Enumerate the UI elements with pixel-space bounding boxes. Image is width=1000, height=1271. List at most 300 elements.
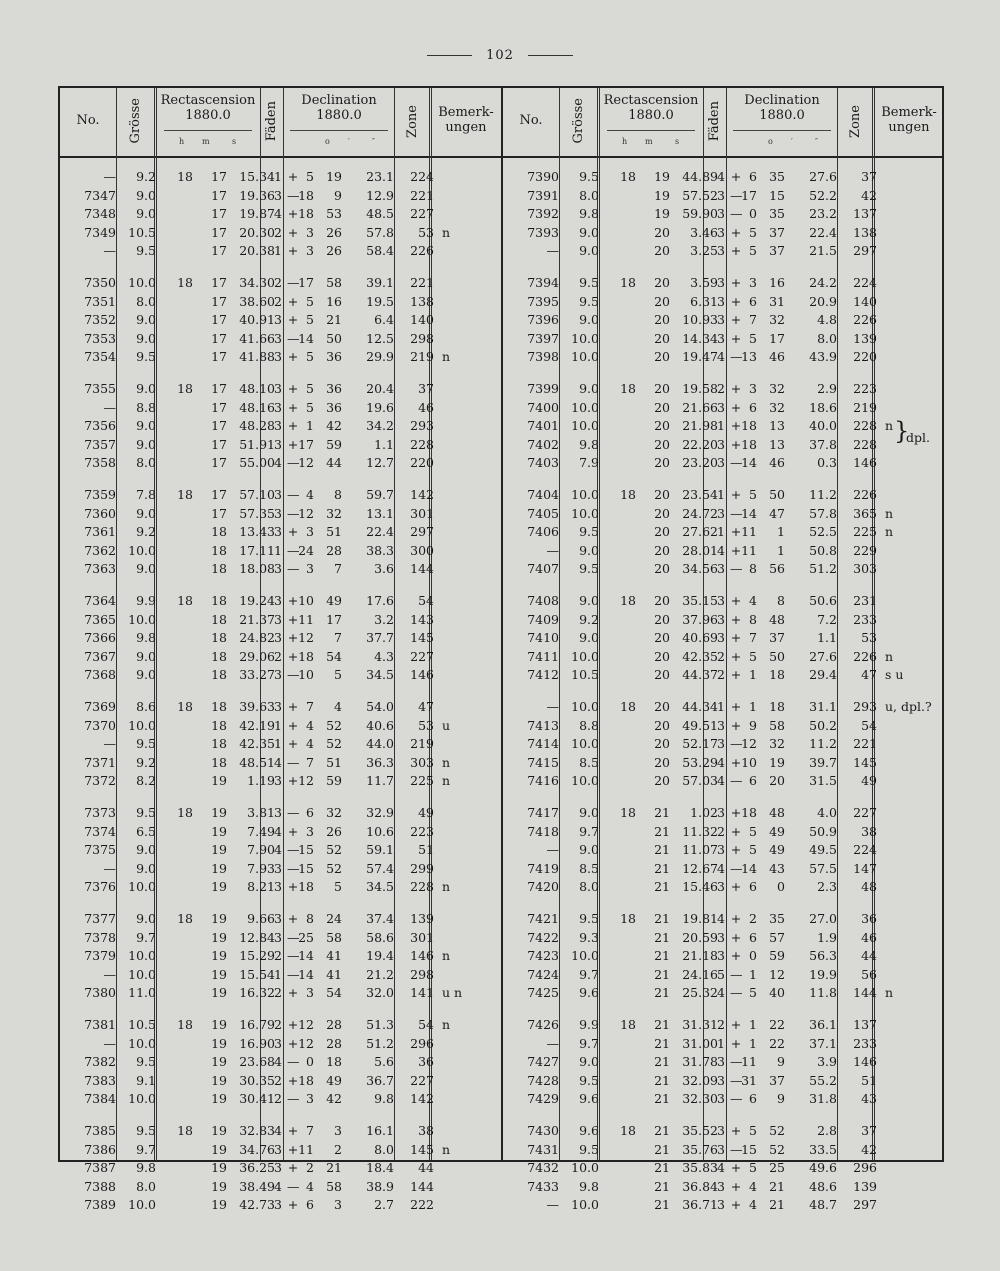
dec-sign: — [730, 206, 743, 222]
dec-minutes: 22 [769, 1017, 785, 1032]
header-groesse [560, 88, 598, 154]
threads-count: 2 [717, 381, 725, 396]
star-number: 7394 [527, 275, 559, 290]
header-zone-label: Zone [847, 104, 863, 138]
threads-count: 3 [717, 399, 725, 415]
dec-seconds: 36.3 [366, 754, 394, 770]
dec-minutes: 19 [769, 754, 785, 770]
ra-seconds: 10.93 [682, 312, 718, 328]
header-ra-rule [607, 130, 695, 131]
dec-seconds: 37.8 [809, 436, 837, 452]
threads-count: 3 [274, 312, 282, 328]
dec-minutes: 49 [326, 593, 342, 608]
ra-hours: 18 [177, 1017, 193, 1032]
table-row [503, 984, 944, 1002]
star-number: 7378 [84, 929, 116, 945]
ra-seconds: 34.56 [682, 561, 718, 577]
star-number: 7431 [527, 1141, 559, 1157]
dec-sign: + [287, 1197, 299, 1213]
dec-minutes: 49 [326, 1072, 342, 1088]
dec-minutes: 35 [769, 911, 785, 926]
dec-seconds: 50.9 [809, 823, 837, 839]
zone-number: 219 [853, 399, 877, 415]
zone-number: 297 [410, 524, 434, 540]
star-number: 7371 [84, 754, 116, 770]
threads-count: 3 [274, 1160, 282, 1176]
zone-number: 146 [410, 667, 434, 683]
magnitude: 9.9 [579, 1017, 599, 1032]
zone-number: 223 [410, 823, 434, 839]
star-number: — [103, 1035, 116, 1051]
header-ra-epoch: 1880.0 [185, 107, 231, 123]
zone-number: 298 [410, 966, 434, 982]
magnitude: 8.5 [579, 860, 599, 876]
dec-seconds: 34.2 [366, 418, 394, 434]
star-number: 7400 [527, 399, 559, 415]
ra-hours: 18 [620, 911, 636, 926]
dec-seconds: 8.0 [374, 1141, 394, 1157]
ra-minutes: 20 [654, 418, 670, 434]
dec-sign: + [287, 349, 299, 365]
page-number-rule-left [427, 55, 472, 56]
threads-count: 3 [274, 399, 282, 415]
table-row [60, 804, 501, 822]
dec-seconds: 39.7 [809, 754, 837, 770]
zone-number: 227 [410, 206, 434, 222]
dec-sign: + [287, 418, 299, 434]
zone-number: 42 [861, 1141, 877, 1157]
ra-seconds: 6.31 [690, 293, 718, 309]
table-row [60, 735, 501, 753]
threads-count: 3 [274, 524, 282, 540]
ra-seconds: 37.96 [682, 611, 718, 627]
magnitude: 10.0 [571, 648, 599, 664]
dec-seconds: 3.6 [374, 561, 394, 577]
dec-minutes: 21 [769, 1197, 785, 1213]
ra-minutes: 21 [654, 911, 670, 926]
threads-count: 3 [717, 948, 725, 964]
ra-minutes: 17 [211, 312, 227, 328]
ra-minutes: 20 [654, 630, 670, 646]
ra-minutes: 19 [211, 823, 227, 839]
dec-minutes: 13 [769, 418, 785, 434]
dec-seconds: 12.7 [366, 455, 394, 471]
star-number: 7349 [84, 224, 116, 240]
dec-degrees: 15 [298, 842, 314, 858]
remark: n [885, 418, 894, 434]
dec-sign: + [730, 1123, 742, 1138]
dec-seconds: 50.8 [809, 542, 837, 558]
dec-minutes: 25 [769, 1160, 785, 1176]
zone-number: 226 [853, 648, 877, 664]
ra-seconds: 3.81 [247, 805, 275, 820]
dec-degrees: 3 [749, 381, 757, 396]
dec-sign: — [287, 929, 300, 945]
ra-seconds: 23.54 [682, 487, 718, 502]
zone-number: 38 [861, 823, 877, 839]
dec-minutes: 32 [769, 399, 785, 415]
dec-degrees: 2 [749, 911, 757, 926]
dec-minutes: 52 [769, 1123, 785, 1138]
table-row [60, 224, 501, 242]
remark: n [442, 773, 451, 789]
magnitude: 10.0 [128, 879, 156, 895]
magnitude: 9.0 [136, 648, 156, 664]
magnitude: 9.8 [579, 206, 599, 222]
threads-count: 3 [717, 243, 725, 259]
ra-seconds: 59.90 [682, 206, 718, 222]
table-row [60, 1196, 501, 1214]
table-row [60, 436, 501, 454]
threads-count: 1 [717, 418, 725, 434]
dec-seconds: 11.2 [809, 487, 837, 502]
dec-degrees: 4 [306, 717, 314, 733]
dec-degrees: 18 [741, 436, 757, 452]
threads-count: 3 [717, 1054, 725, 1070]
dec-minutes: 35 [769, 169, 785, 184]
header-zone [838, 88, 874, 154]
dec-sign: + [287, 399, 299, 415]
zone-number: 137 [853, 206, 877, 222]
magnitude: 8.0 [136, 455, 156, 471]
magnitude: 9.2 [579, 611, 599, 627]
dec-sign: + [730, 293, 742, 309]
dec-degrees: 14 [741, 455, 757, 471]
star-number: 7420 [527, 879, 559, 895]
table-row [503, 735, 944, 753]
threads-count: 1 [274, 717, 282, 733]
table-row [60, 242, 501, 260]
dec-minutes: 58 [326, 929, 342, 945]
ra-minutes: 19 [211, 1197, 227, 1213]
dec-degrees: 5 [749, 648, 757, 664]
threads-count: 4 [717, 754, 725, 770]
threads-count: 2 [717, 667, 725, 683]
dec-seconds: 4.3 [374, 648, 394, 664]
ra-seconds: 32.83 [239, 1123, 275, 1138]
ra-seconds: 42.35 [239, 736, 275, 752]
threads-count: 3 [717, 505, 725, 521]
ra-minutes: 20 [654, 667, 670, 683]
dec-seconds: 37.7 [366, 630, 394, 646]
zone-number: 293 [410, 418, 434, 434]
dec-degrees: 8 [749, 561, 757, 577]
magnitude: 10.0 [571, 948, 599, 964]
table-row [60, 311, 501, 329]
zone-number: 54 [418, 593, 434, 608]
dec-sign: + [730, 1178, 742, 1194]
threads-count: 2 [274, 948, 282, 964]
ra-seconds: 15.54 [239, 966, 275, 982]
ra-minutes: 19 [211, 1123, 227, 1138]
magnitude: 7.8 [136, 487, 156, 502]
dec-minutes: 43 [769, 860, 785, 876]
dec-seconds: 48.6 [809, 1178, 837, 1194]
magnitude: 9.5 [136, 1054, 156, 1070]
zone-number: 142 [410, 487, 434, 502]
table-row [503, 823, 944, 841]
threads-count: 3 [274, 349, 282, 365]
dec-seconds: 0.3 [817, 455, 837, 471]
star-number: 7428 [527, 1072, 559, 1088]
star-number: 7405 [527, 505, 559, 521]
zone-number: 139 [853, 1178, 877, 1194]
zone-number: 233 [853, 1035, 877, 1051]
dec-degrees: 31 [741, 1072, 757, 1088]
table-row [503, 629, 944, 647]
star-number: 7388 [84, 1178, 116, 1194]
zone-number: 145 [853, 754, 877, 770]
threads-count: 4 [717, 169, 725, 184]
dec-sign: + [287, 243, 299, 259]
dec-minutes: 22 [769, 1035, 785, 1051]
dec-minutes: 50 [769, 487, 785, 502]
ra-seconds: 44.34 [682, 699, 718, 714]
table-row [60, 348, 501, 366]
table-row [60, 772, 501, 790]
ra-seconds: 7.49 [247, 823, 275, 839]
table-row [60, 205, 501, 223]
dec-degrees: 1 [749, 1035, 757, 1051]
dec-seconds: 33.5 [809, 1141, 837, 1157]
ra-minutes: 17 [211, 418, 227, 434]
dec-minutes: 57 [769, 929, 785, 945]
table-row [503, 772, 944, 790]
zone-number: 227 [410, 1072, 434, 1088]
threads-count: 4 [717, 860, 725, 876]
magnitude: 8.0 [579, 187, 599, 203]
threads-count: 4 [717, 542, 725, 558]
ra-seconds: 40.91 [239, 312, 275, 328]
dec-seconds: 23.2 [809, 206, 837, 222]
table-row [60, 666, 501, 684]
page-number-rule-right [528, 55, 573, 56]
dec-degrees: 1 [749, 667, 757, 683]
magnitude: 9.3 [579, 929, 599, 945]
star-number: — [546, 842, 559, 858]
threads-count: 4 [717, 1160, 725, 1176]
threads-count: 4 [274, 1054, 282, 1070]
table-row [503, 1016, 944, 1034]
zone-number: 225 [853, 524, 877, 540]
dec-degrees: 2 [306, 1160, 314, 1176]
table-row [503, 1159, 944, 1177]
magnitude: 10.0 [571, 418, 599, 434]
dec-degrees: 14 [298, 330, 314, 346]
zone-number: 139 [410, 911, 434, 926]
magnitude: 9.7 [136, 929, 156, 945]
table-row [60, 717, 501, 735]
ra-minutes: 20 [654, 312, 670, 328]
dec-minutes: 17 [769, 330, 785, 346]
star-number: 7423 [527, 948, 559, 964]
dec-degrees: 6 [749, 399, 757, 415]
dec-seconds: 34.5 [366, 879, 394, 895]
ra-seconds: 21.37 [239, 611, 275, 627]
zone-number: 221 [853, 736, 877, 752]
dec-degrees: 10 [298, 593, 314, 608]
threads-count: 3 [274, 1197, 282, 1213]
table-row [60, 486, 501, 504]
ra-seconds: 57.10 [239, 487, 275, 502]
ra-hours: 18 [620, 1017, 636, 1032]
zone-number: 220 [410, 455, 434, 471]
dec-seconds: 4.0 [817, 805, 837, 820]
table-row [60, 1090, 501, 1108]
zone-number: 140 [410, 312, 434, 328]
magnitude: 9.0 [579, 842, 599, 858]
table-header [503, 88, 944, 158]
magnitude: 10.0 [128, 542, 156, 558]
dec-minutes: 9 [777, 1091, 785, 1107]
dec-degrees: 6 [749, 879, 757, 895]
threads-count: 3 [717, 293, 725, 309]
dec-sign: + [287, 823, 299, 839]
star-number: 7384 [84, 1091, 116, 1107]
ra-minutes: 20 [654, 243, 670, 259]
zone-number: 46 [861, 929, 877, 945]
zone-number: 38 [418, 1123, 434, 1138]
dec-degrees: 5 [306, 349, 314, 365]
dec-sign: + [730, 805, 742, 820]
magnitude: 9.0 [579, 243, 599, 259]
magnitude: 9.5 [579, 1072, 599, 1088]
header-no: No. [519, 112, 543, 128]
ra-seconds: 48.16 [239, 399, 275, 415]
star-number: 7422 [527, 929, 559, 945]
ra-seconds: 42.35 [682, 648, 718, 664]
ra-seconds: 23.20 [682, 455, 718, 471]
star-number: 7375 [84, 842, 116, 858]
dec-seconds: 31.8 [809, 1091, 837, 1107]
dec-minutes: 58 [326, 1178, 342, 1194]
dec-degrees: 5 [306, 381, 314, 396]
threads-count: 3 [274, 330, 282, 346]
header-bemerkungen [875, 88, 943, 154]
dec-minutes: 26 [326, 224, 342, 240]
table-row [503, 947, 944, 965]
page-number-text: 102 [486, 48, 514, 63]
table-row [60, 648, 501, 666]
zone-number: 219 [410, 349, 434, 365]
header-dec [727, 88, 837, 124]
dec-minutes: 52 [326, 736, 342, 752]
zone-number: 145 [410, 630, 434, 646]
ra-minutes: 18 [211, 754, 227, 770]
dec-sign: + [287, 1035, 299, 1051]
zone-number: 220 [853, 349, 877, 365]
header-dec [284, 88, 394, 124]
dec-sign: — [287, 667, 300, 683]
star-number: 7421 [527, 911, 559, 926]
dec-seconds: 31.1 [809, 699, 837, 714]
dec-sign: + [287, 593, 299, 608]
threads-count: 3 [717, 842, 725, 858]
dec-minutes: 5 [334, 667, 342, 683]
ra-minutes: 17 [211, 187, 227, 203]
remark: n [442, 224, 451, 240]
zone-number: 43 [861, 1091, 877, 1107]
ra-seconds: 23.68 [239, 1054, 275, 1070]
ra-seconds: 3.25 [690, 243, 718, 259]
ra-minutes: 20 [654, 773, 670, 789]
ra-minutes: 18 [211, 717, 227, 733]
dec-minutes: 21 [769, 1178, 785, 1194]
magnitude: 9.0 [579, 593, 599, 608]
ra-minutes: 17 [211, 243, 227, 259]
zone-number: 36 [418, 1054, 434, 1070]
dec-seconds: 40.0 [809, 418, 837, 434]
table-row [60, 168, 501, 186]
dec-degrees: 10 [741, 754, 757, 770]
threads-count: 1 [717, 1035, 725, 1051]
dec-sign: — [730, 1072, 743, 1088]
star-number: 7386 [84, 1141, 116, 1157]
threads-count: 2 [274, 1017, 282, 1032]
zone-number: 51 [418, 842, 434, 858]
dec-seconds: 43.9 [809, 349, 837, 365]
ra-seconds: 30.41 [239, 1091, 275, 1107]
threads-count: 3 [274, 805, 282, 820]
star-number: 7372 [84, 773, 116, 789]
dec-degrees: 10 [298, 667, 314, 683]
ra-seconds: 34.76 [239, 1141, 275, 1157]
ra-seconds: 3.59 [690, 275, 718, 290]
dec-seconds: 1.1 [374, 436, 394, 452]
threads-count: 3 [274, 436, 282, 452]
dec-sign: — [287, 805, 300, 820]
dec-degrees: 18 [298, 1072, 314, 1088]
dec-degrees: 3 [749, 275, 757, 290]
dec-degrees: 5 [749, 1160, 757, 1176]
dec-minutes: 32 [769, 736, 785, 752]
ra-hours: 18 [620, 1123, 636, 1138]
ra-seconds: 36.71 [682, 1197, 718, 1213]
dec-seconds: 19.4 [366, 948, 394, 964]
threads-count: 2 [717, 648, 725, 664]
table-row [60, 505, 501, 523]
magnitude: 9.0 [579, 312, 599, 328]
magnitude: 11.0 [128, 985, 156, 1001]
ra-seconds: 42.73 [239, 1197, 275, 1213]
header-no: No. [76, 112, 100, 128]
header-ra-title: Rectascension [603, 93, 699, 108]
magnitude: 9.9 [136, 593, 156, 608]
zone-number: 303 [410, 754, 434, 770]
ra-minutes: 19 [211, 911, 227, 926]
dec-degrees: 5 [306, 399, 314, 415]
magnitude: 9.2 [136, 524, 156, 540]
ra-seconds: 18.08 [239, 561, 275, 577]
magnitude: 9.0 [579, 542, 599, 558]
star-number: 7399 [527, 381, 559, 396]
zone-number: 221 [410, 275, 434, 290]
ra-seconds: 36.25 [239, 1160, 275, 1176]
threads-count: 3 [717, 630, 725, 646]
zone-number: 44 [418, 1160, 434, 1176]
magnitude: 9.0 [136, 860, 156, 876]
dec-minutes: 9 [777, 1054, 785, 1070]
zone-number: 365 [853, 505, 877, 521]
threads-count: 1 [274, 542, 282, 558]
star-number: 7417 [527, 805, 559, 820]
dec-seconds: 50.2 [809, 717, 837, 733]
zone-number: 296 [410, 1035, 434, 1051]
table-row [503, 611, 944, 629]
threads-count: 3 [274, 593, 282, 608]
threads-count: 2 [717, 823, 725, 839]
ra-seconds: 20.30 [239, 224, 275, 240]
